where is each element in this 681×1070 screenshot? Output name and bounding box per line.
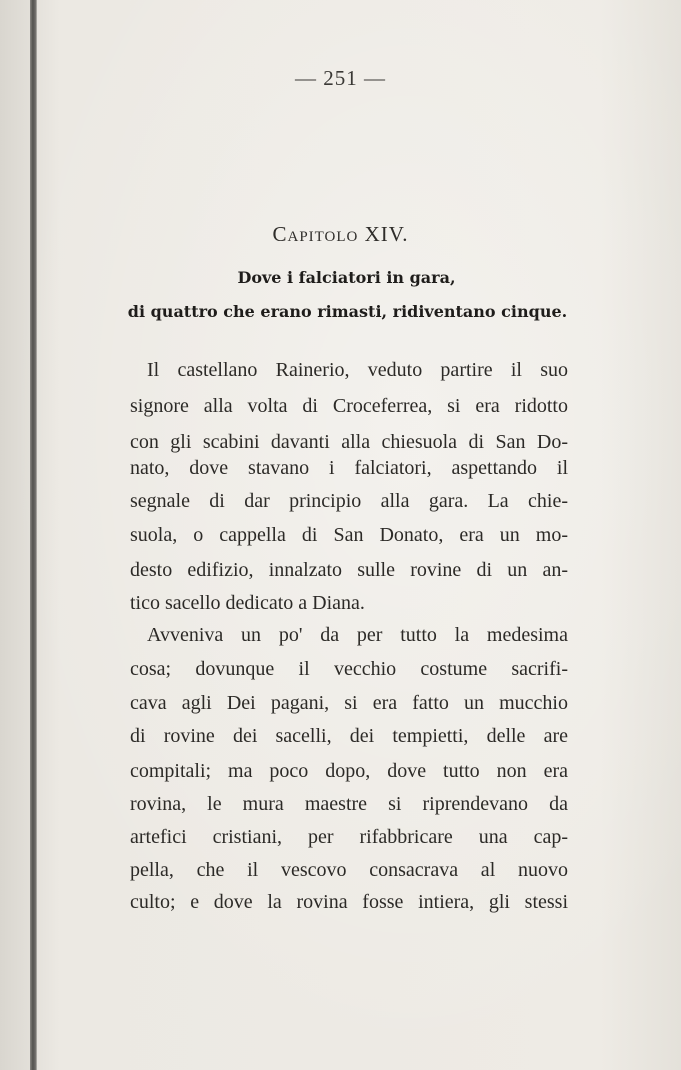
body-line-3: con gli scabini davanti alla chiesuola di San Do- bbox=[130, 431, 568, 453]
page-binding-edge bbox=[30, 0, 37, 1070]
page-number: — 251 — bbox=[295, 66, 386, 90]
body-line-6: suola, o cappella di San Donato, era un mo- bbox=[130, 524, 568, 546]
body-line-9: Avveniva un po' da per tutto la medesima bbox=[147, 624, 568, 646]
body-line-11: cava agli Dei pagani, si era fatto un mucchio bbox=[130, 692, 568, 714]
body-line-16: pella, che il vescovo consacrava al nuovo bbox=[130, 859, 568, 881]
body-line-4: nato, dove stavano i falciatori, aspettando il bbox=[130, 457, 568, 479]
body-line-8: tico sacello dedicato a Diana. bbox=[130, 592, 365, 614]
body-line-2: signore alla volta di Croceferrea, si era ridotto bbox=[130, 395, 568, 417]
body-line-10: cosa; dovunque il vecchio costume sacrifi- bbox=[130, 658, 568, 680]
body-line-12: di rovine dei sacelli, dei tempietti, delle are bbox=[130, 725, 568, 747]
chapter-subtitle-line-2: di quattro che erano rimasti, ridiventano cinque. bbox=[127, 302, 568, 321]
chapter-subtitle-line-1: Dove i falciatori in gara, bbox=[237, 268, 456, 287]
chapter-heading bbox=[0, 222, 681, 247]
chapter-heading-text: Capitolo XIV. bbox=[272, 222, 409, 246]
body-line-15: artefici cristiani, per rifabbricare una cap- bbox=[130, 826, 568, 848]
body-line-13: compitali; ma poco dopo, dove tutto non era bbox=[130, 760, 568, 782]
body-line-7: desto edifizio, innalzato sulle rovine di un an- bbox=[130, 559, 568, 581]
body-line-1: Il castellano Rainerio, veduto partire il suo bbox=[147, 359, 568, 381]
body-line-17: culto; e dove la rovina fosse intiera, gli stessi bbox=[130, 891, 568, 913]
body-line-14: rovina, le mura maestre si riprendevano da bbox=[130, 793, 568, 815]
body-line-5: segnale di dar principio alla gara. La chie- bbox=[130, 490, 568, 512]
